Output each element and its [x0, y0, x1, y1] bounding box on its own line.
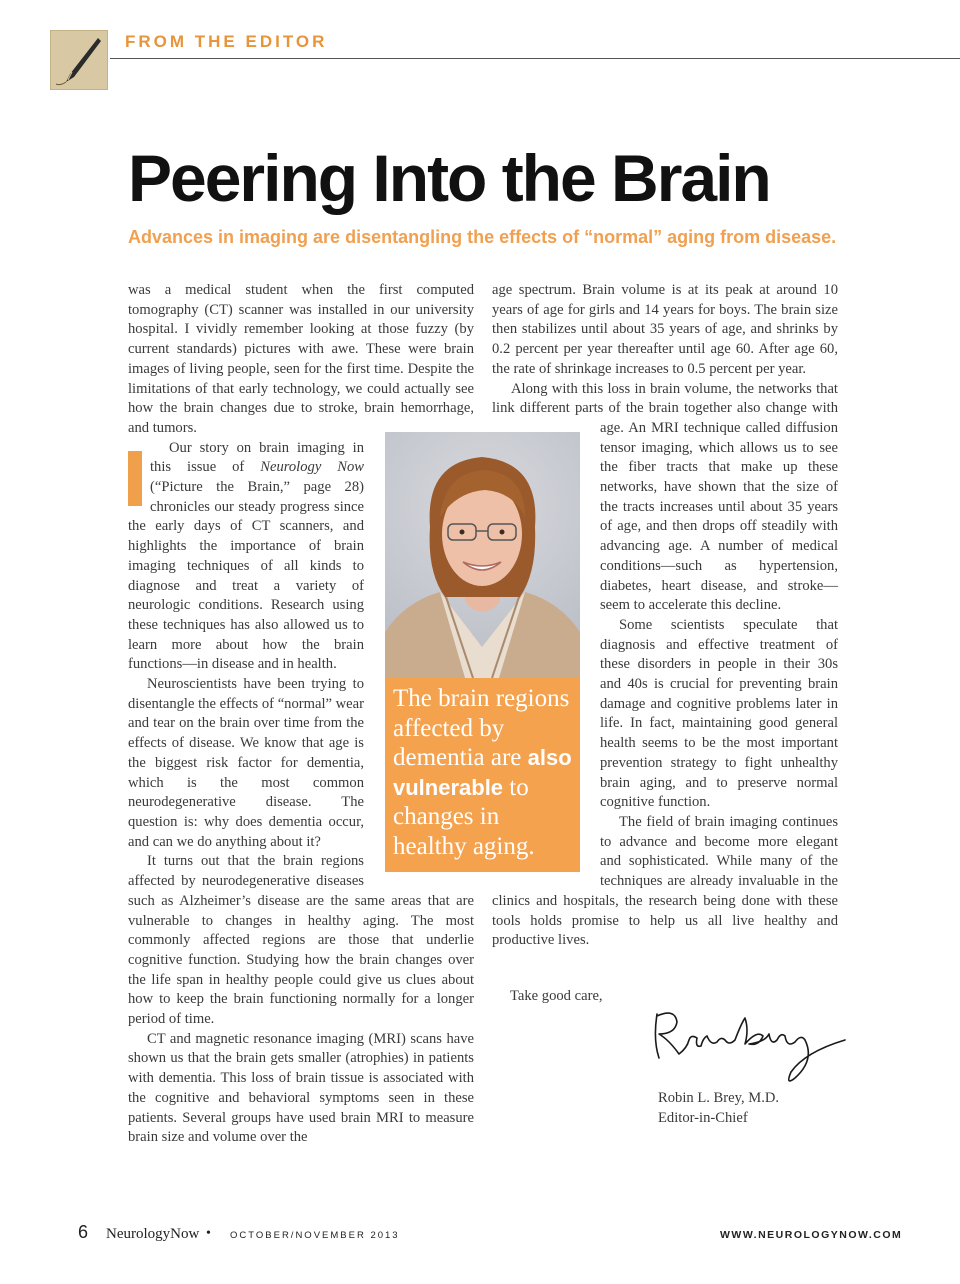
- fountain-pen-icon: [50, 30, 108, 90]
- paragraph: was a medical student when the first computed tomography (CT) scanner was installed in our university hospital. I vividly remember looking at those fuzzy (by current standards) pictures with awe. These were brain images of living people, seen for the first time. Despite the limitations of that early technology, we could actually see how the brain changes due to stroke, brain hemorrhage, and tumors.: [128, 282, 474, 436]
- website-link[interactable]: WWW.NEUROLOGYNOW.COM: [720, 1229, 903, 1241]
- section-label: FROM THE EDITOR: [125, 32, 328, 51]
- issue-date: OCTOBER/NOVEMBER 2013: [230, 1230, 400, 1241]
- editor-title: Editor-in-Chief: [658, 1110, 748, 1126]
- paragraph: Along with this loss in brain volume, the networks that link different parts of the brain together also change with age. An MRI technique called diffusion tensor imaging, which allows us to see the fiber tracts that make up these networks, have shown that the size of the tracts increases until about 35 years of age, and then drops off steadily with advancing age. A number of medical conditions—such as hypertension, diabetes, heart disease, and stroke—seem to accelerate this decline.: [492, 380, 838, 614]
- page-number: 6: [78, 1222, 89, 1242]
- footer-bullet: •: [206, 1226, 211, 1241]
- page-subtitle: Advances in imaging are disentangling the effects of “normal” aging from disease.: [128, 227, 837, 247]
- publication-name: Neurology Now: [260, 459, 365, 476]
- signature: [645, 1000, 855, 1090]
- paragraph: age spectrum. Brain volume is at its peak at around 10 years of age for girls and 14 years for boys. The brain size then stabilizes until about 35 years of age, and shrinks by 0.2 percent per year thereafter until age 60. After age 60, the rate of shrinkage increases to 0.5 percent per year.: [492, 282, 838, 377]
- editor-photo: [385, 432, 580, 678]
- signature-block: [658, 1088, 779, 1128]
- closing: Take good care,: [510, 988, 603, 1004]
- paragraph: CT and magnetic resonance imaging (MRI) scans have shown us that the brain gets smaller (atrophies) in patients with dementia. This loss of brain tissue is associated with the cognitive and behavioral symptoms seen in these patients. Several groups have used brain MRI to measure brain size and volume over the: [128, 1030, 474, 1146]
- paragraph: Our story on brain imaging in this issue of Neurology Now (“Picture the Brain,” page 28) chronicles our steady progress since the early days of CT scanners, and highlights the importance of brain imaging techniques of all kinds to diagnose and treat a variety of neurologic conditions. Research using these techniques has also allowed us to learn more about how the brain functions—in disease and in health.: [128, 439, 365, 673]
- page-title: Peering Into the Brain: [128, 141, 770, 215]
- pull-quote: The brain regions affected by dementia are also vulnerable to changes in healthy aging.: [393, 685, 572, 860]
- paragraph: Neuroscientists have been trying to disentangle the effects of “normal” wear and tear on the brain over time from the effects of disease. We know that age is the biggest risk factor for dementia, which is the most common neurodegenerative disease. The question is: why does dementia occur, and can we do anything about it?: [128, 676, 364, 850]
- paragraph: Some scientists speculate that diagnosis and effective treatment of these disorders in people in their 30s and 40s is crucial for preventing brain damage and cognitive problems later in life. In fact, maintaining good general health seems to be the most important prevention strategy to fight unhealthy brain aging, and to preserve normal cognitive function.: [600, 616, 838, 811]
- editor-name: Robin L. Brey, M.D.: [658, 1090, 780, 1106]
- paragraph: The field of brain imaging continues to advance and become more elegant and sophisticated. While many of the techniques are already invaluable in the clinics and hospitals, the research being done with these tools holds promise to help us all live healthy and productive lives.: [492, 813, 838, 949]
- header-rule: [110, 58, 960, 59]
- drop-cap: [128, 451, 142, 506]
- paragraph: It turns out that the brain regions affected by neurodegenerative diseases such as Alzheimer’s disease are the same areas that are vulnerable to changes in healthy aging. The most commonly affected regions are those that underlie cognitive function. Studying how the brain changes over the life span in healthy people could give us clues about how to keep the brain functioning normally for a longer period of time.: [128, 853, 474, 1028]
- publication-name: NeurologyNow: [106, 1226, 200, 1242]
